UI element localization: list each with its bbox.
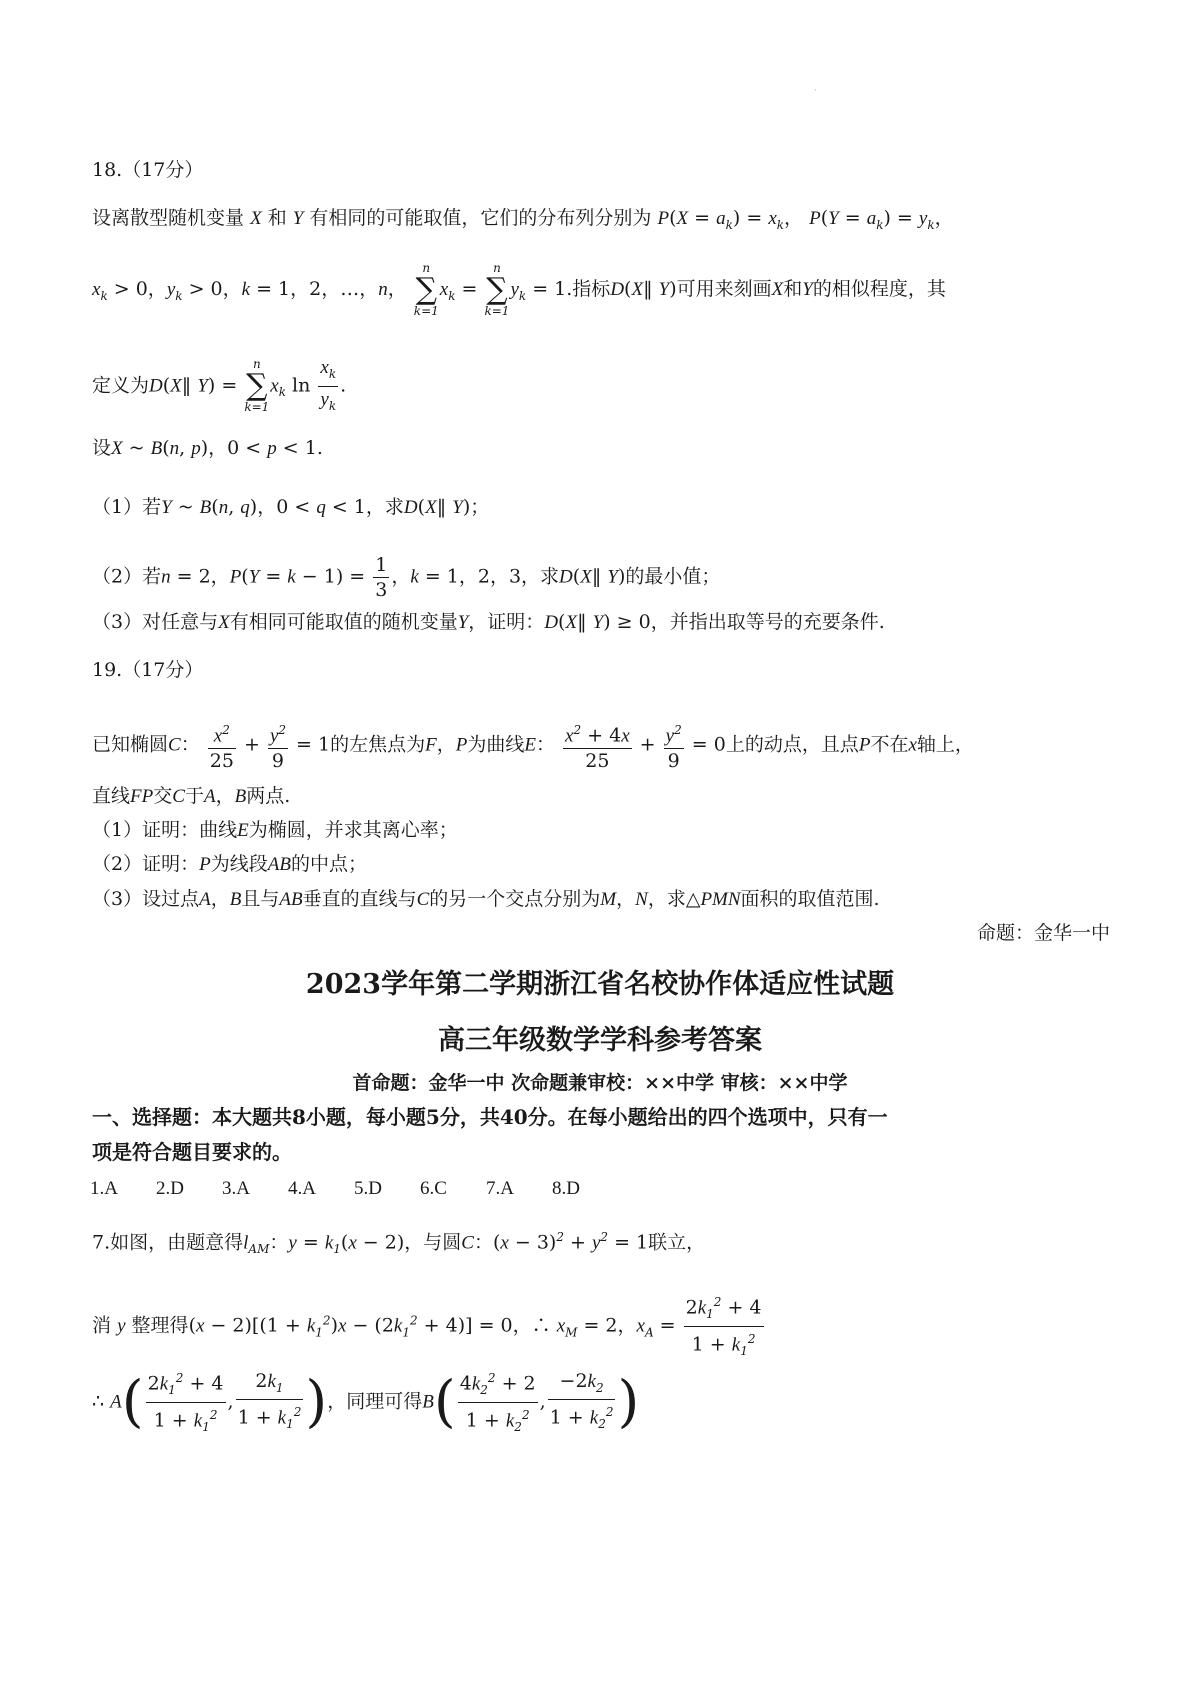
text: （3）对任意与: [92, 611, 219, 633]
q19-intro: 已知椭圆C： $\frac{x^2}{25}$ + $\frac{y^2}{9}$ = 1的左焦点为F，P为曲线E： $\frac{x^2 + 4x}{25}$ + $\frac{y^2}{9}$ = 0上的动点，且点P不在x轴上，: [92, 718, 974, 773]
q18-line2: $x_k > 0$，$y_k > 0$，k = 1，2，…，n， n ∑ k=1 $x_k$ = n ∑ k=1 $y_k = 1$.指标D(X‖ Y)可用来刻画X和Y的相似程度，其: [92, 261, 946, 318]
text: 的中点；: [290, 853, 367, 875]
text: 和: [267, 207, 287, 229]
text: （2）若: [92, 565, 162, 588]
answer-item: 1.A: [90, 1178, 118, 1199]
text: ，与圆: [404, 1231, 462, 1254]
q18-part3: （3）对任意与X有相同可能取值的随机变量Y，证明：D(X‖ Y) ≥ 0，并指出取等号的充要条件.: [92, 611, 885, 633]
text: 联立，: [648, 1231, 706, 1254]
text: .指标: [566, 278, 611, 300]
q18-part1: （1）若Y ~ B(n, q)，0 < q < 1，求D(X‖ Y)；: [92, 496, 490, 518]
text: 直线: [92, 785, 131, 807]
text: ，求: [365, 496, 404, 518]
answer-item: 6.C: [420, 1178, 447, 1199]
text: 设: [92, 437, 112, 459]
text: ，求△: [647, 888, 701, 910]
text: 交: [153, 785, 173, 807]
text: 两点.: [246, 785, 291, 807]
author-note: 命题：金华一中: [976, 922, 1110, 944]
text: 定义为: [92, 374, 150, 397]
text: 的相似程度，其: [812, 278, 946, 300]
sol7-line1: 7.如图，由题意得$l_{AM}$：$y = k_1(x - 2)$，与圆C：$(x - 3)^2 + y^2 = 1$联立，: [92, 1230, 706, 1257]
q18-definition: 定义为D(X‖ Y) = n ∑ k=1 $x_k$ ln $\frac{x_k}{y_k}$ .: [92, 357, 347, 415]
text: 为线段: [210, 853, 268, 875]
text: 整理得: [131, 1314, 189, 1337]
text: 面积的取值范围.: [740, 888, 880, 910]
text: 设离散型随机变量: [92, 207, 245, 229]
sol7-line3: ∴ A( $\frac{2k_1^2 + 4}{1 + k_1^2}$ , $\frac{2k_1}{1 + k_1^2}$ )，同理可得B( $\frac{4k_2^2 + 2}{1 + k_2^2}$ , $\frac{-2k_2}{1 + k_2^2}$ ): [92, 1366, 639, 1439]
text: 7.如图，由题意得: [92, 1231, 244, 1254]
q18-setup: 设X ~ B(n, p)，0 < p < 1.: [92, 437, 323, 459]
answer-item: 7.A: [486, 1178, 514, 1199]
answer-item: 4.A: [288, 1178, 316, 1199]
text: 且与: [241, 888, 280, 910]
answer-item: 5.D: [354, 1178, 382, 1199]
text: 的左焦点为: [330, 733, 426, 756]
q18-header: 18.（17分）: [92, 159, 204, 181]
text: ，同理可得: [327, 1390, 423, 1413]
text: 可用来刻画: [676, 278, 772, 300]
text: 不在: [870, 733, 909, 756]
section1-line1: 一、选择题：本大题共8小题，每小题5分，共40分。在每小题给出的四个选项中，只有一: [92, 1105, 888, 1129]
q18-part2: （2）若n = 2，P(Y = k − 1) = $\frac{1}{3}$ ，k = 1，2，3，求D(X‖ Y)的最小值；: [92, 554, 721, 601]
answer-item: 8.D: [552, 1178, 580, 1199]
text: 和: [783, 278, 803, 300]
q19-part3: （3）设过点A，B且与AB垂直的直线与C的另一个交点分别为M，N，求△PMN面积的取值范围.: [92, 888, 880, 910]
sol7-line2: 消 y 整理得$(x - 2)[(1 + k_1^2)x - (2k_1^2 + 4)] = 0$，∴ $x_M = 2$，$x_A$ = $\frac{2k_1^2 + 4}{1 + k_1^2}$: [92, 1290, 766, 1363]
answers-row: [90, 1175, 618, 1203]
answer-item: 2.D: [156, 1178, 184, 1199]
text: 为曲线: [467, 733, 525, 756]
corner-mark: ·: [814, 86, 817, 95]
text: ，证明：: [468, 611, 545, 633]
q19-line2: 直线FP交C于A，B两点.: [92, 785, 291, 807]
text: 的另一个交点分别为: [429, 888, 601, 910]
section1-line2: 项是符合题目要求的。: [92, 1140, 292, 1164]
q19-part2: （2）证明：P为线段AB的中点；: [92, 853, 367, 875]
answer-item: 3.A: [222, 1178, 250, 1199]
text: （3）设过点: [92, 888, 200, 910]
text: 消: [92, 1314, 112, 1337]
answer-subtitle: 高三年级数学学科参考答案: [438, 1025, 762, 1056]
q18-intro: 设离散型随机变量 X 和 Y 有相同的可能取值，它们的分布列分别为 $P(X = a_k) = x_k$， $P(Y = a_k) = y_k$，: [92, 207, 954, 232]
text: 的最小值；: [625, 565, 721, 588]
text: 于: [184, 785, 204, 807]
text: 有相同可能取值的随机变量: [229, 611, 458, 633]
text: （2）证明：: [92, 853, 200, 875]
text: 已知椭圆: [92, 733, 169, 756]
q19-part1: （1）证明：曲线E为椭圆，并求其离心率；: [92, 819, 458, 841]
credits: 首命题：金华一中 次命题兼审校：××中学 审核：××中学: [352, 1072, 848, 1094]
answer-title: 2023学年第二学期浙江省名校协作体适应性试题: [305, 969, 895, 1000]
q19-header: 19.（17分）: [92, 659, 204, 681]
text: 轴上，: [916, 733, 974, 756]
text: （1）若: [92, 496, 162, 518]
text: 有相同的可能取值，它们的分布列分别为: [309, 207, 652, 229]
text: 垂直的直线与: [302, 888, 417, 910]
text: （1）证明：曲线: [92, 819, 238, 841]
text: 上的动点，且点: [725, 733, 859, 756]
text: 为椭圆，并求其离心率；: [248, 819, 458, 841]
text: ，并指出取等号的充要条件.: [650, 611, 885, 633]
